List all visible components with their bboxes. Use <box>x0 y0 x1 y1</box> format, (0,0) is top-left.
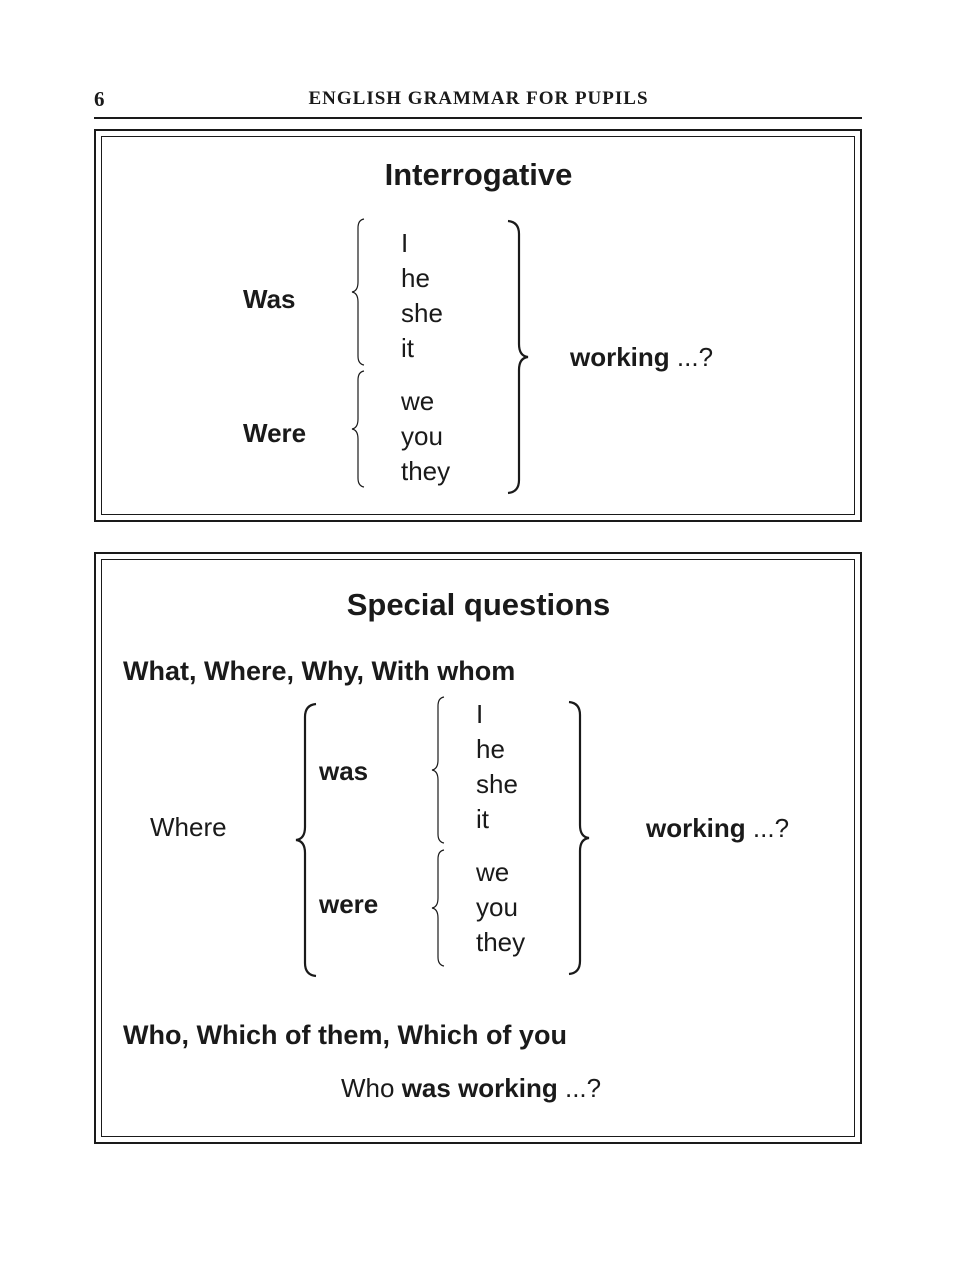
singular-pronoun-list <box>476 697 518 837</box>
page-number: 6 <box>94 87 105 111</box>
pronoun: they <box>401 456 451 486</box>
plural-pronoun-list <box>476 855 525 960</box>
pronoun: she <box>476 769 518 799</box>
who-subject: Who <box>341 1073 395 1103</box>
singular-pronoun-list <box>401 226 443 366</box>
header-rule <box>94 117 862 119</box>
question-words-line-1: What, Where, Why, With whom <box>123 656 516 686</box>
plural-pronoun-list <box>401 384 450 489</box>
question-ending: ...? <box>752 813 790 843</box>
pronoun: I <box>401 228 409 258</box>
who-aux-verb: was working <box>401 1073 558 1103</box>
question-ending: ...? <box>564 1073 602 1103</box>
example-question-word: Where <box>150 812 227 842</box>
aux-was-label: Was <box>243 284 296 314</box>
verb: working <box>646 813 746 843</box>
pronoun: it <box>401 333 414 363</box>
aux-were-label: were <box>319 889 379 919</box>
plural-pronoun-brace <box>350 370 370 488</box>
interrogative-title: Interrogative <box>384 157 573 192</box>
aux-were-label: Were <box>243 418 307 448</box>
running-title: ENGLISH GRAMMAR FOR PUPILS <box>308 88 649 109</box>
who-example-sentence <box>341 1073 601 1104</box>
closing-brace <box>565 701 593 975</box>
pronoun: you <box>476 892 518 922</box>
pronoun: it <box>476 804 489 834</box>
pronoun: we <box>476 857 510 887</box>
special-questions-title: Special questions <box>346 587 611 622</box>
pronoun: she <box>401 298 443 328</box>
verb: working <box>570 342 670 372</box>
aux-was-label: was <box>319 756 369 786</box>
question-ending: ...? <box>676 342 714 372</box>
question-words-line-2: Who, Which of them, Which of you <box>123 1020 567 1050</box>
special-verb-line <box>646 813 789 844</box>
closing-brace <box>504 220 532 494</box>
pronoun: you <box>401 421 443 451</box>
pronoun: he <box>401 263 430 293</box>
aux-brace <box>292 703 320 977</box>
pronoun: they <box>476 927 526 957</box>
pronoun: I <box>476 699 484 729</box>
singular-pronoun-brace <box>350 218 370 366</box>
pronoun: he <box>476 734 505 764</box>
singular-pronoun-brace <box>430 696 450 844</box>
plural-pronoun-brace <box>430 849 450 967</box>
interrogative-verb-line <box>570 342 713 373</box>
pronoun: we <box>401 386 435 416</box>
